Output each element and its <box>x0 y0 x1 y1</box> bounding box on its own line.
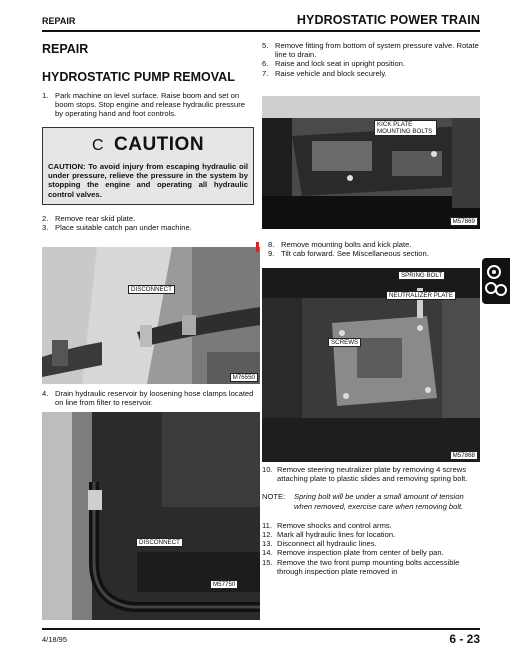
gears-symbol <box>482 258 510 304</box>
step-7 <box>262 69 480 78</box>
callout-disconnect: DISCONNECT <box>128 285 175 294</box>
step-text: Tilt cab forward. See Miscellaneous section. <box>281 249 429 259</box>
note-text: Spring bolt will be under a small amount of tension when removed, exercise care when removing bolt. <box>294 492 464 511</box>
step-number: 11. <box>262 520 272 530</box>
revision-bar <box>256 242 259 252</box>
caution-heading: CAUTION <box>114 133 205 155</box>
caution-box <box>42 127 254 205</box>
gears-icon <box>482 258 510 304</box>
step-text: Park machine on level surface. Raise boom and set on boom stops. Stop engine and release hydraulic pressure by operating hand and foot controls. <box>55 91 245 119</box>
step-number: 8. <box>268 240 275 249</box>
step-number: 6. <box>262 59 269 69</box>
step-list <box>42 91 254 119</box>
right-column <box>262 38 480 78</box>
step-number: 15. <box>262 557 273 567</box>
step-text: Drain hydraulic reservoir by loosening hose clamps located on line from filter to reservoir. <box>55 389 254 408</box>
subsection-title: HYDROSTATIC PUMP REMOVAL <box>42 70 235 84</box>
photo-neutralizer-plate <box>262 268 480 462</box>
step-list <box>268 240 480 258</box>
step-4 <box>42 389 254 407</box>
step-text: Remove shocks and control arms. <box>277 520 392 530</box>
step-12 <box>262 530 480 539</box>
step-text: Remove the two front pump mounting bolts accessible through inspection plate removed in <box>277 557 460 576</box>
photo-illustration <box>262 96 480 229</box>
callout-disconnect: DISCONNECT <box>136 538 183 547</box>
figure-number: M57869 <box>450 217 478 226</box>
step-number: 2. <box>42 213 49 223</box>
step-text: Remove rear skid plate. <box>55 213 136 223</box>
caution-text: CAUTION: To avoid injury from escaping hydraulic oil under pressure, relieve the pressure in the system by stopping the engine and operating all hydraulic control valves. <box>48 161 248 199</box>
photo-kick-plate <box>262 96 480 229</box>
footer-rule <box>42 628 480 630</box>
header-section-label: REPAIR <box>42 16 76 26</box>
caution-symbol-icon: C <box>91 136 104 154</box>
step-3 <box>42 223 254 232</box>
callout-neutralizer-plate: NEUTRALIZER PLATE <box>386 291 456 300</box>
step-text: Remove steering neutralizer plate by removing 4 screws attaching plate to plastic slides and removing spring bolt. <box>277 465 468 484</box>
step-list <box>262 521 480 576</box>
photo-hose-disconnect <box>42 247 260 384</box>
step-number: 10. <box>262 465 273 474</box>
callout-kick-plate-bolts: KICK PLATE MOUNTING BOLTS <box>374 120 437 136</box>
header-chapter-title: HYDROSTATIC POWER TRAIN <box>296 13 480 27</box>
photo-reservoir-line <box>42 412 260 620</box>
step-number: 13. <box>262 539 273 549</box>
note-label: NOTE: <box>262 492 286 502</box>
figure-number: M57750 <box>210 580 238 589</box>
step-number: 12. <box>262 530 273 540</box>
step-1 <box>42 91 254 119</box>
step-5 <box>262 41 480 59</box>
page-header <box>42 13 480 31</box>
right-column-lower <box>262 465 480 576</box>
header-rule <box>42 30 480 32</box>
step-text: Mark all hydraulic lines for location. <box>277 530 396 540</box>
step-10 <box>262 465 480 483</box>
step-6 <box>262 59 480 68</box>
left-column <box>42 38 254 232</box>
step-list <box>262 465 480 483</box>
callout-spring-bolt: SPRING BOLT <box>398 271 445 280</box>
step-13 <box>262 539 480 548</box>
step-list <box>42 214 254 232</box>
step-text: Raise and lock seat in upright position. <box>275 59 406 69</box>
step-number: 7. <box>262 68 269 78</box>
step-number: 5. <box>262 41 269 50</box>
step-number: 4. <box>42 389 49 398</box>
page-number: 6 - 23 <box>449 632 480 646</box>
step-2 <box>42 214 254 223</box>
step-text: Remove inspection plate from center of belly pan. <box>277 548 444 558</box>
note-block <box>262 492 480 510</box>
footer-date: 4/18/95 <box>42 635 68 644</box>
step-14 <box>262 548 480 557</box>
step-text: Place suitable catch pan under machine. <box>55 223 192 232</box>
step-number: 14. <box>262 548 273 558</box>
photo-illustration <box>42 247 260 384</box>
step-11 <box>262 521 480 530</box>
figure-number: M76550 <box>230 373 258 382</box>
step-number: 3. <box>42 223 49 232</box>
step-text: Remove fitting from bottom of system pressure valve. Rotate line to drain. <box>275 41 479 60</box>
step-8 <box>268 240 480 249</box>
step-text: Disconnect all hydraulic lines. <box>277 539 377 549</box>
section-title: REPAIR <box>42 42 89 56</box>
step-text: Raise vehicle and block securely. <box>275 68 387 78</box>
step-number: 9. <box>268 249 275 259</box>
caution-title <box>48 134 248 156</box>
step-text: Remove mounting bolts and kick plate. <box>281 240 412 249</box>
callout-screws: SCREWS <box>328 338 361 347</box>
step-number: 1. <box>42 91 49 100</box>
step-9 <box>268 249 480 258</box>
step-list <box>42 389 254 407</box>
figure-number: M57868 <box>450 451 478 460</box>
step-15 <box>262 558 480 576</box>
step-list <box>262 41 480 78</box>
